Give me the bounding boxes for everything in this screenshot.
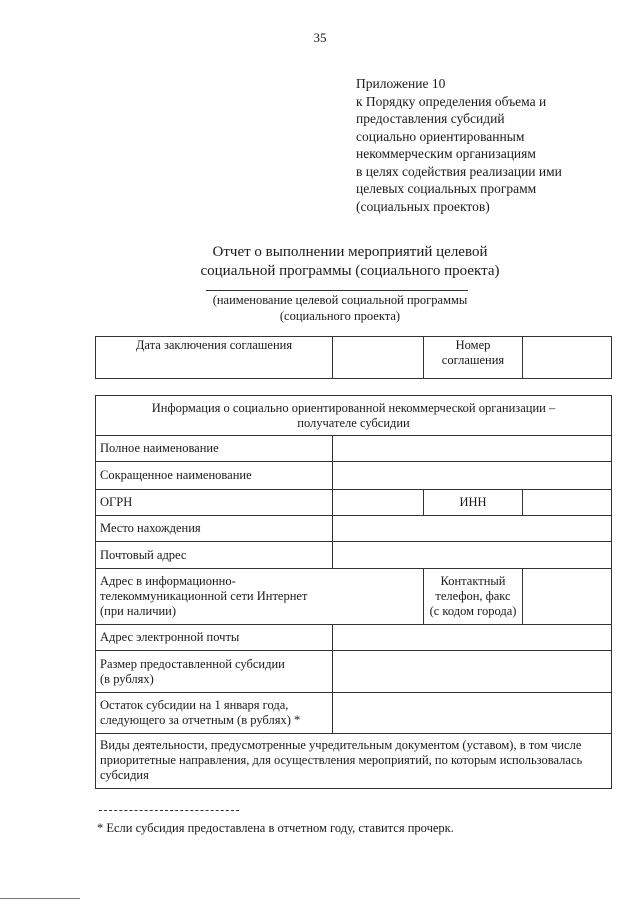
- subsidy-balance-label-line: Остаток субсидии на 1 января года,: [100, 698, 289, 712]
- organization-table-header-line: Информация о социально ориентированной некоммерческой организации –: [151, 400, 556, 415]
- corner-rule: [0, 898, 80, 899]
- activities-line: приоритетные направления, для осуществления мероприятий, по которым использовалась: [100, 753, 583, 767]
- phone-fax-label-line: телефон, факс: [435, 589, 511, 603]
- full-name-field[interactable]: [333, 436, 612, 462]
- inn-label: ИНН: [424, 490, 523, 516]
- activities-line: субсидия: [100, 768, 149, 782]
- subsidy-balance-label-line: следующего за отчетным (в рублях) *: [100, 713, 301, 727]
- program-name-underline: [206, 290, 468, 291]
- agreement-date-field[interactable]: [333, 337, 424, 379]
- subsidy-balance-label: [96, 693, 333, 734]
- report-title-line: социальной программы (социального проекта): [200, 262, 500, 279]
- agreement-number-label: [424, 337, 523, 379]
- ogrn-label: ОГРН: [96, 490, 333, 516]
- organization-table-header: [96, 396, 612, 436]
- phone-fax-label-line: (с кодом города): [429, 604, 517, 618]
- organization-table: [95, 395, 612, 789]
- postal-address-field[interactable]: [333, 542, 612, 569]
- email-field[interactable]: [333, 625, 612, 651]
- agreement-number-label-line: Номер: [455, 338, 491, 352]
- postal-address-label: Почтовый адрес: [96, 542, 333, 569]
- appendix-line: социально ориентированным: [356, 128, 525, 144]
- phone-fax-label: [424, 569, 523, 625]
- ogrn-field[interactable]: [333, 490, 424, 516]
- phone-fax-label-line: Контактный: [440, 574, 506, 588]
- appendix-line: Приложение 10: [356, 76, 446, 91]
- agreement-date-label: Дата заключения соглашения: [96, 337, 333, 379]
- subsidy-amount-label: [96, 651, 333, 693]
- location-label: Место нахождения: [96, 516, 333, 542]
- inn-field[interactable]: [523, 490, 612, 516]
- program-name-caption: [180, 293, 500, 324]
- program-name-caption-line: (наименование целевой социальной программы: [212, 293, 468, 307]
- website-label: [96, 569, 424, 625]
- footnote-separator: [99, 810, 239, 811]
- location-field[interactable]: [333, 516, 612, 542]
- agreement-number-label-line: соглашения: [441, 353, 505, 367]
- website-label-line: Адрес в информационно-: [100, 574, 236, 588]
- report-title-line: Отчет о выполнении мероприятий целевой: [212, 244, 488, 260]
- activities-cell[interactable]: [96, 734, 612, 789]
- program-name-caption-line: (социального проекта): [279, 308, 401, 323]
- footnote: * Если субсидия предоставлена в отчетном году, ставится прочерк.: [97, 821, 454, 835]
- subsidy-amount-label-line: (в рублях): [100, 671, 154, 686]
- appendix-line: к Порядку определения объема и: [356, 93, 547, 109]
- appendix-line: некоммерческим организациям: [356, 146, 536, 161]
- subsidy-balance-field[interactable]: [333, 693, 612, 734]
- agreement-table: [95, 336, 612, 379]
- subsidy-amount-field[interactable]: [333, 651, 612, 693]
- appendix-line: целевых социальных программ: [356, 181, 537, 196]
- appendix-line: предоставления субсидий: [356, 111, 505, 126]
- email-label: Адрес электронной почты: [96, 625, 333, 651]
- appendix-line: в целях содействия реализации ими: [356, 163, 562, 179]
- agreement-number-field[interactable]: [523, 337, 612, 379]
- organization-table-header-line: получателе субсидии: [297, 415, 410, 430]
- appendix-header: [356, 75, 626, 215]
- report-title: [150, 243, 550, 280]
- short-name-field[interactable]: [333, 462, 612, 490]
- activities-line: Виды деятельности, предусмотренные учредительным документом (уставом), в том числе: [100, 738, 582, 752]
- phone-fax-field[interactable]: [523, 569, 612, 625]
- page-number: 35: [313, 30, 327, 45]
- website-label-line: телекоммуникационной сети Интернет: [100, 589, 308, 603]
- full-name-label: Полное наименование: [96, 436, 333, 462]
- website-label-line: (при наличии): [100, 604, 177, 618]
- subsidy-amount-label-line: Размер предоставленной субсидии: [100, 656, 285, 671]
- appendix-line: (социальных проектов): [356, 198, 490, 214]
- short-name-label: Сокращенное наименование: [96, 462, 333, 490]
